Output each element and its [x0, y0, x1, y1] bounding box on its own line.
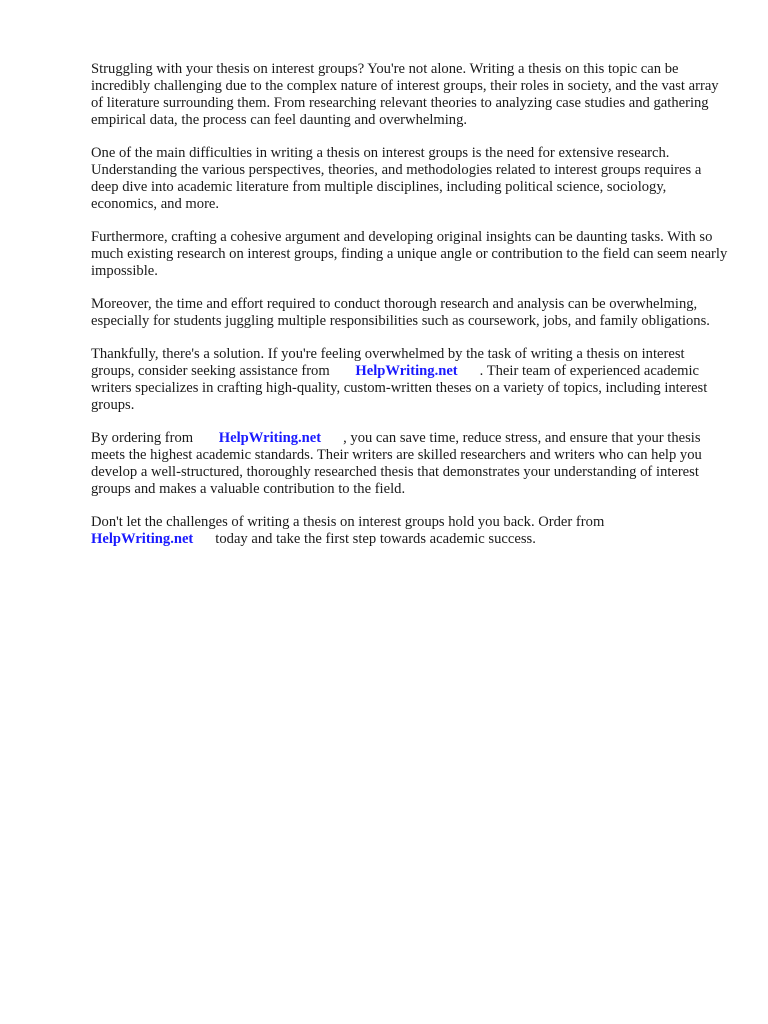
- paragraph-ordering-text-after: , you can save time, reduce stress, and ensure that your thesis meets the highest academic standards. Their writers are skilled researchers and writers who can help you develop a well-structured, thoroughly researched thesis that demonstrates your understanding of interest groups and makes a valuable contribution to the field.: [91, 430, 702, 497]
- paragraph-ordering: [91, 430, 731, 498]
- paragraph-cta-text-after: today and take the first step towards academic success.: [215, 531, 536, 547]
- paragraph-cta-text-before: Don't let the challenges of writing a thesis on interest groups hold you back. Order from: [91, 514, 605, 530]
- paragraph-call-to-action: [91, 514, 731, 548]
- helpwriting-link[interactable]: HelpWriting.net: [355, 363, 458, 379]
- paragraph-solution-text-before: Thankfully, there's a solution. If you're feeling overwhelmed by the task of writing a thesis on interest groups, consider seeking assistance from: [91, 346, 685, 379]
- paragraph-solution: [91, 346, 731, 414]
- paragraph-intro: Struggling with your thesis on interest groups? You're not alone. Writing a thesis on this topic can be incredibly challenging due to the complex nature of interest groups, their roles in society, and the vast array of literature surrounding them. From researching relevant theories to analyzing case studies and gathering empirical data, the process can feel daunting and overwhelming.: [91, 61, 719, 128]
- helpwriting-link[interactable]: HelpWriting.net: [218, 430, 322, 446]
- paragraph-difficulties: One of the main difficulties in writing a thesis on interest groups is the need for extensive research. Understanding the various perspectives, theories, and methodologies related to interest groups requires a deep dive into academic literature from multiple disciplines, including political science, sociology, economics, and more.: [91, 145, 702, 212]
- paragraph-ordering-text-before: By ordering from: [91, 430, 194, 446]
- paragraph-argument: Furthermore, crafting a cohesive argument and developing original insights can be daunting tasks. With so much existing research on interest groups, finding a unique angle or contribution to the field can seem nearly impossible.: [91, 229, 728, 279]
- helpwriting-link[interactable]: HelpWriting.net: [91, 531, 194, 547]
- paragraph-solution-text-after: . Their team of experienced academic writers specializes in crafting high-quality, custom-written theses on a variety of topics, including interest groups.: [91, 363, 708, 413]
- paragraph-time-effort: Moreover, the time and effort required to conduct thorough research and analysis can be overwhelming, especially for students juggling multiple responsibilities such as coursework, jobs, and family obligations.: [91, 296, 710, 329]
- document-page: [91, 61, 731, 564]
